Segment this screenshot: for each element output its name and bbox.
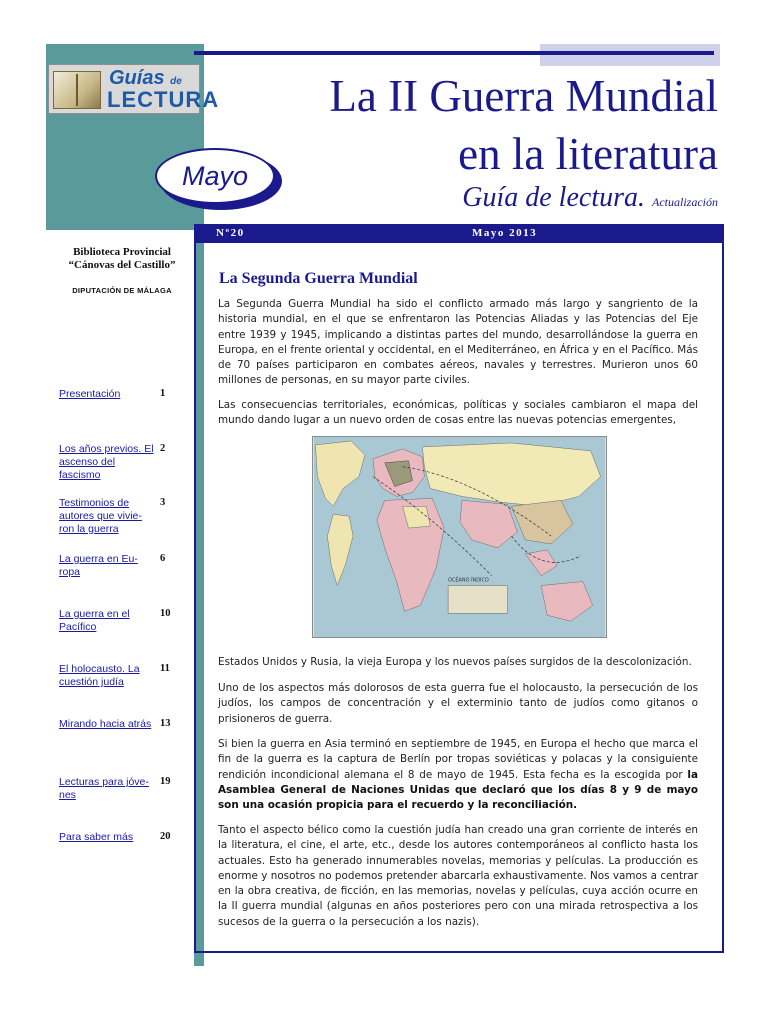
article-title: La Segunda Guerra Mundial [219,270,418,287]
article-paragraph-2: Las consecuencias territoriales, económicas, políticas y sociales cambiaron el mapa del mundo dando lugar a un nuevo orden de cosas entre las nuevas potencias emergentes, [218,399,698,427]
article-paragraph-5-text: Si bien la guerra en Asia terminó en septiembre de 1945, en Europa el hecho que marca el fin de la guerra es la captura de Berlín por tropas soviéticas y polacas y la consiguiente rendición incondicional alemana el 8 de mayo de 1945. Esta fecha es la escogida por [218,738,698,781]
library-name: Biblioteca Provincial “Cánovas del Castillo” [68,246,176,271]
world-war-two-map [312,436,607,638]
deputation-name: DIPUTACIÓN DE MÁLAGA [72,286,172,295]
article-paragraph-4: Uno de los aspectos más dolorosos de esta guerra fue el holocausto, la persecución de los judíos, los campos de concentración y el exterminio tanto de judíos como gitanos o prisioneros de guerra. [218,682,698,725]
article-paragraph-5-bold: la Asamblea General de Naciones Unidas que declaró que los días 8 y 9 de mayo son una ocasión propicia para el recuerdo y la reconciliación. [218,768,698,812]
article-paragraph-5 [218,737,698,813]
toc-link-presentacion[interactable]: Presentación [59,388,121,400]
toc-page-number: 10 [160,608,171,619]
toc-link-saber-mas[interactable]: Para saber más [59,831,134,843]
page-subtitle [300,182,718,218]
toc-link-mirando-atras[interactable]: Mirando hacia atrás [59,718,152,730]
logo-text-lectura: LECTURA [107,87,220,112]
map-ocean-label: OCÉANO ÍNDICO [448,577,489,584]
guias-de-lectura-logo [48,64,220,114]
logo-text-guias: Guías [109,67,165,89]
sidebar-panel [46,230,194,966]
article-paragraph-1: La Segunda Guerra Mundial ha sido el conflicto armado más largo y sangriento de la historia mundial, en el que se enfrentaron las Potencias Aliadas y las Potencias del Eje entre 1939 y 1945, implicando a distintas partes del mundo, desarrollándose la guerra en Europa, en el frente oriental y occidental, en el Mediterráneo, en África y en el Pacífico. Más de 70 países participaron en combates aéreos, navales y terrestres. Murieron unos 60 millones de personas, en su mayor parte civiles. [218,298,698,387]
page-title-line1: La II Guerra Mundial [329,71,718,121]
toc-link-holocausto[interactable]: El holocausto. La cuestión judía [59,663,140,688]
toc-page-number: 11 [160,663,170,674]
logo-text-de: de [170,76,182,87]
subtitle-main: Guía de lectura. [462,182,645,213]
toc-link-guerra-pacifico[interactable]: La guerra en el Pacífico [59,608,130,633]
toc-link-lecturas-jovenes[interactable]: Lecturas para jóve-nes [59,776,149,801]
month-badge: Mayo [155,148,275,204]
toc-link-testimonios[interactable]: Testimonios de autores que vivie-ron la guerra [59,497,142,535]
header-rule [194,51,714,55]
toc-page-number: 1 [160,388,166,399]
subtitle-small: Actualización [652,195,718,209]
toc-page-number: 13 [160,718,171,729]
toc-page-number: 20 [160,831,171,842]
article-paragraph-6: Tanto el aspecto bélico como la cuestión judía han creado una gran corriente de interés en la literatura, el cine, el arte, etc., desde los autores contemporáneos al conflicto hasta los actuales. Esto ha generado innumerables novelas, memorias y películas. La producción es enorme y nosotros no podemos pretender abarcarla exhaustivamente. Nos vamos a centrar en la obra creativa, de ficción, en las memorias, novelas y películas, cuya acción ocurre en la II guerra mundial (algunas en años posteriores pero con una mirada retrospectiva a los sucesos de la guerra o la persecución a los nazis). [218,824,698,928]
toc-page-number: 3 [160,497,166,508]
map-legend [448,586,507,614]
toc-link-anos-previos[interactable]: Los años previos. El ascenso del fascismo [59,443,154,481]
issue-date: Mayo 2013 [472,227,538,239]
article-paragraph-3: Estados Unidos y Rusia, la vieja Europa y los nuevos países surgidos de la descolonización. [218,656,692,668]
toc-page-number: 6 [160,553,166,564]
issue-bar [194,224,724,243]
page-title-line2: en la literatura [458,129,718,179]
toc-link-guerra-europa[interactable]: La guerra en Eu-ropa [59,553,138,578]
toc-page-number: 19 [160,776,171,787]
header-accent-box [540,44,720,66]
book-icon [53,71,101,109]
issue-number: Nº20 [216,227,245,239]
toc-page-number: 2 [160,443,166,454]
